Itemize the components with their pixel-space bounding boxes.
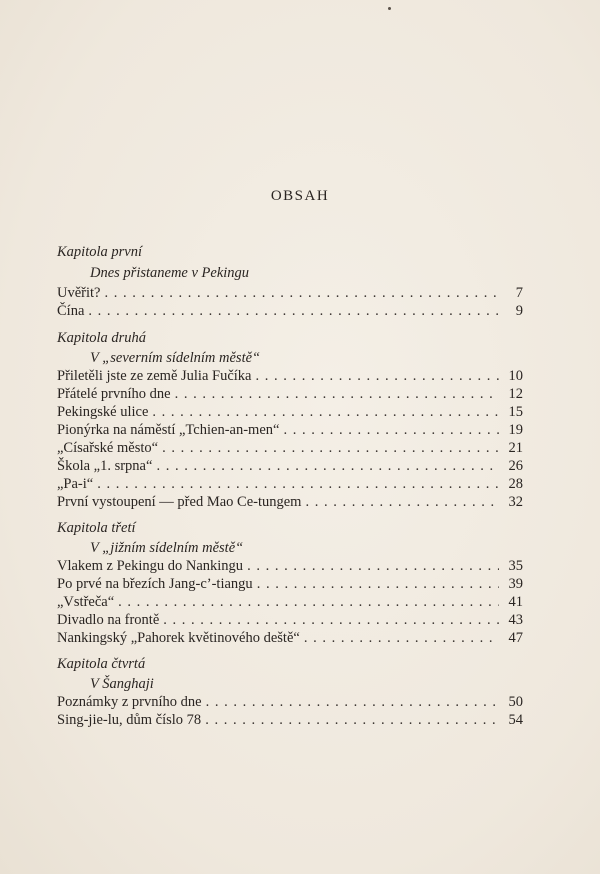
entry-title: Přiletěli jste ze země Julia Fučíka	[57, 368, 252, 384]
toc-entry[interactable]	[57, 404, 523, 422]
entry-title: První vystoupení — před Mao Ce-tungem	[57, 494, 302, 510]
toc-entry[interactable]	[57, 558, 523, 576]
leader-dots	[152, 404, 499, 421]
toc-entry[interactable]	[57, 458, 523, 476]
leader-dots	[305, 494, 499, 511]
leader-dots	[88, 303, 499, 320]
leader-dots	[163, 612, 499, 629]
entry-title: Čína	[57, 303, 85, 319]
leader-dots	[175, 386, 499, 403]
toc-entry[interactable]	[57, 630, 523, 648]
leader-dots	[156, 458, 499, 475]
chapter-label: Kapitola třetí	[57, 520, 136, 536]
leader-dots	[247, 558, 499, 575]
toc-entry[interactable]	[57, 712, 523, 730]
chapter-label: Kapitola druhá	[57, 330, 147, 346]
chapter-subtitle: V Šanghaji	[90, 676, 154, 692]
chapter-label: Kapitola čtvrtá	[57, 656, 146, 672]
leader-dots	[304, 630, 499, 647]
leader-dots	[97, 476, 499, 493]
toc-entry[interactable]	[57, 422, 523, 440]
leader-dots	[104, 285, 499, 302]
entry-title: Poznámky z prvního dne	[57, 694, 202, 710]
leader-dots	[205, 712, 499, 729]
chapter-subtitle: Dnes přistaneme v Pekingu	[90, 265, 250, 281]
entry-page: 26	[508, 458, 523, 474]
toc-entry[interactable]	[57, 440, 523, 458]
page-title: OBSAH	[270, 188, 330, 204]
toc-entry[interactable]	[57, 576, 523, 594]
leader-dots	[162, 440, 499, 457]
entry-page: 12	[508, 386, 523, 402]
entry-title: „Císařské město“	[57, 440, 159, 456]
entry-title: „Vstřeča“	[57, 594, 115, 610]
entry-title: Pionýrka na náměstí „Tchien-an-men“	[57, 422, 280, 438]
entry-title: Pekingské ulice	[57, 404, 149, 420]
leader-dots	[255, 368, 499, 385]
paper-speck	[388, 7, 391, 10]
entry-page: 19	[508, 422, 523, 438]
entry-page: 28	[508, 476, 523, 492]
entry-page: 35	[508, 558, 523, 574]
entry-title: Uvěřit?	[57, 285, 101, 301]
entry-page: 9	[515, 303, 523, 319]
entry-title: Po prvé na březích Jang-c’-tiangu	[57, 576, 253, 592]
entry-page: 15	[508, 404, 523, 420]
toc-entry[interactable]	[57, 285, 523, 303]
entry-title: „Pa-i“	[57, 476, 94, 492]
entry-page: 43	[508, 612, 523, 628]
entry-title: Škola „1. srpna“	[57, 458, 153, 474]
toc-entry[interactable]	[57, 612, 523, 630]
toc-entry[interactable]	[57, 303, 523, 321]
toc-entry[interactable]	[57, 694, 523, 712]
toc-entry[interactable]	[57, 386, 523, 404]
leader-dots	[283, 422, 499, 439]
entry-title: Vlakem z Pekingu do Nankingu	[57, 558, 244, 574]
toc-entry[interactable]	[57, 594, 523, 612]
leader-dots	[118, 594, 499, 611]
toc-entry[interactable]	[57, 494, 523, 512]
entry-page: 39	[508, 576, 523, 592]
chapter-subtitle: V „severním sídelním městě“	[90, 350, 261, 366]
leader-dots	[206, 694, 499, 711]
entry-title: Přátelé prvního dne	[57, 386, 171, 402]
entry-title: Nankingský „Pahorek květinového deště“	[57, 630, 300, 646]
entry-page: 41	[508, 594, 523, 610]
entry-page: 54	[508, 712, 523, 728]
entry-page: 21	[508, 440, 523, 456]
toc-entry[interactable]	[57, 476, 523, 494]
entry-page: 32	[508, 494, 523, 510]
entry-page: 7	[515, 285, 523, 301]
toc-entry[interactable]	[57, 368, 523, 386]
leader-dots	[257, 576, 499, 593]
chapter-subtitle: V „jižním sídelním městě“	[90, 540, 244, 556]
entry-title: Divadlo na frontě	[57, 612, 160, 628]
entry-page: 50	[508, 694, 523, 710]
chapter-label: Kapitola první	[57, 244, 142, 260]
entry-page: 47	[508, 630, 523, 646]
entry-page: 10	[508, 368, 523, 384]
entry-title: Sing-jie-lu, dům číslo 78	[57, 712, 202, 728]
